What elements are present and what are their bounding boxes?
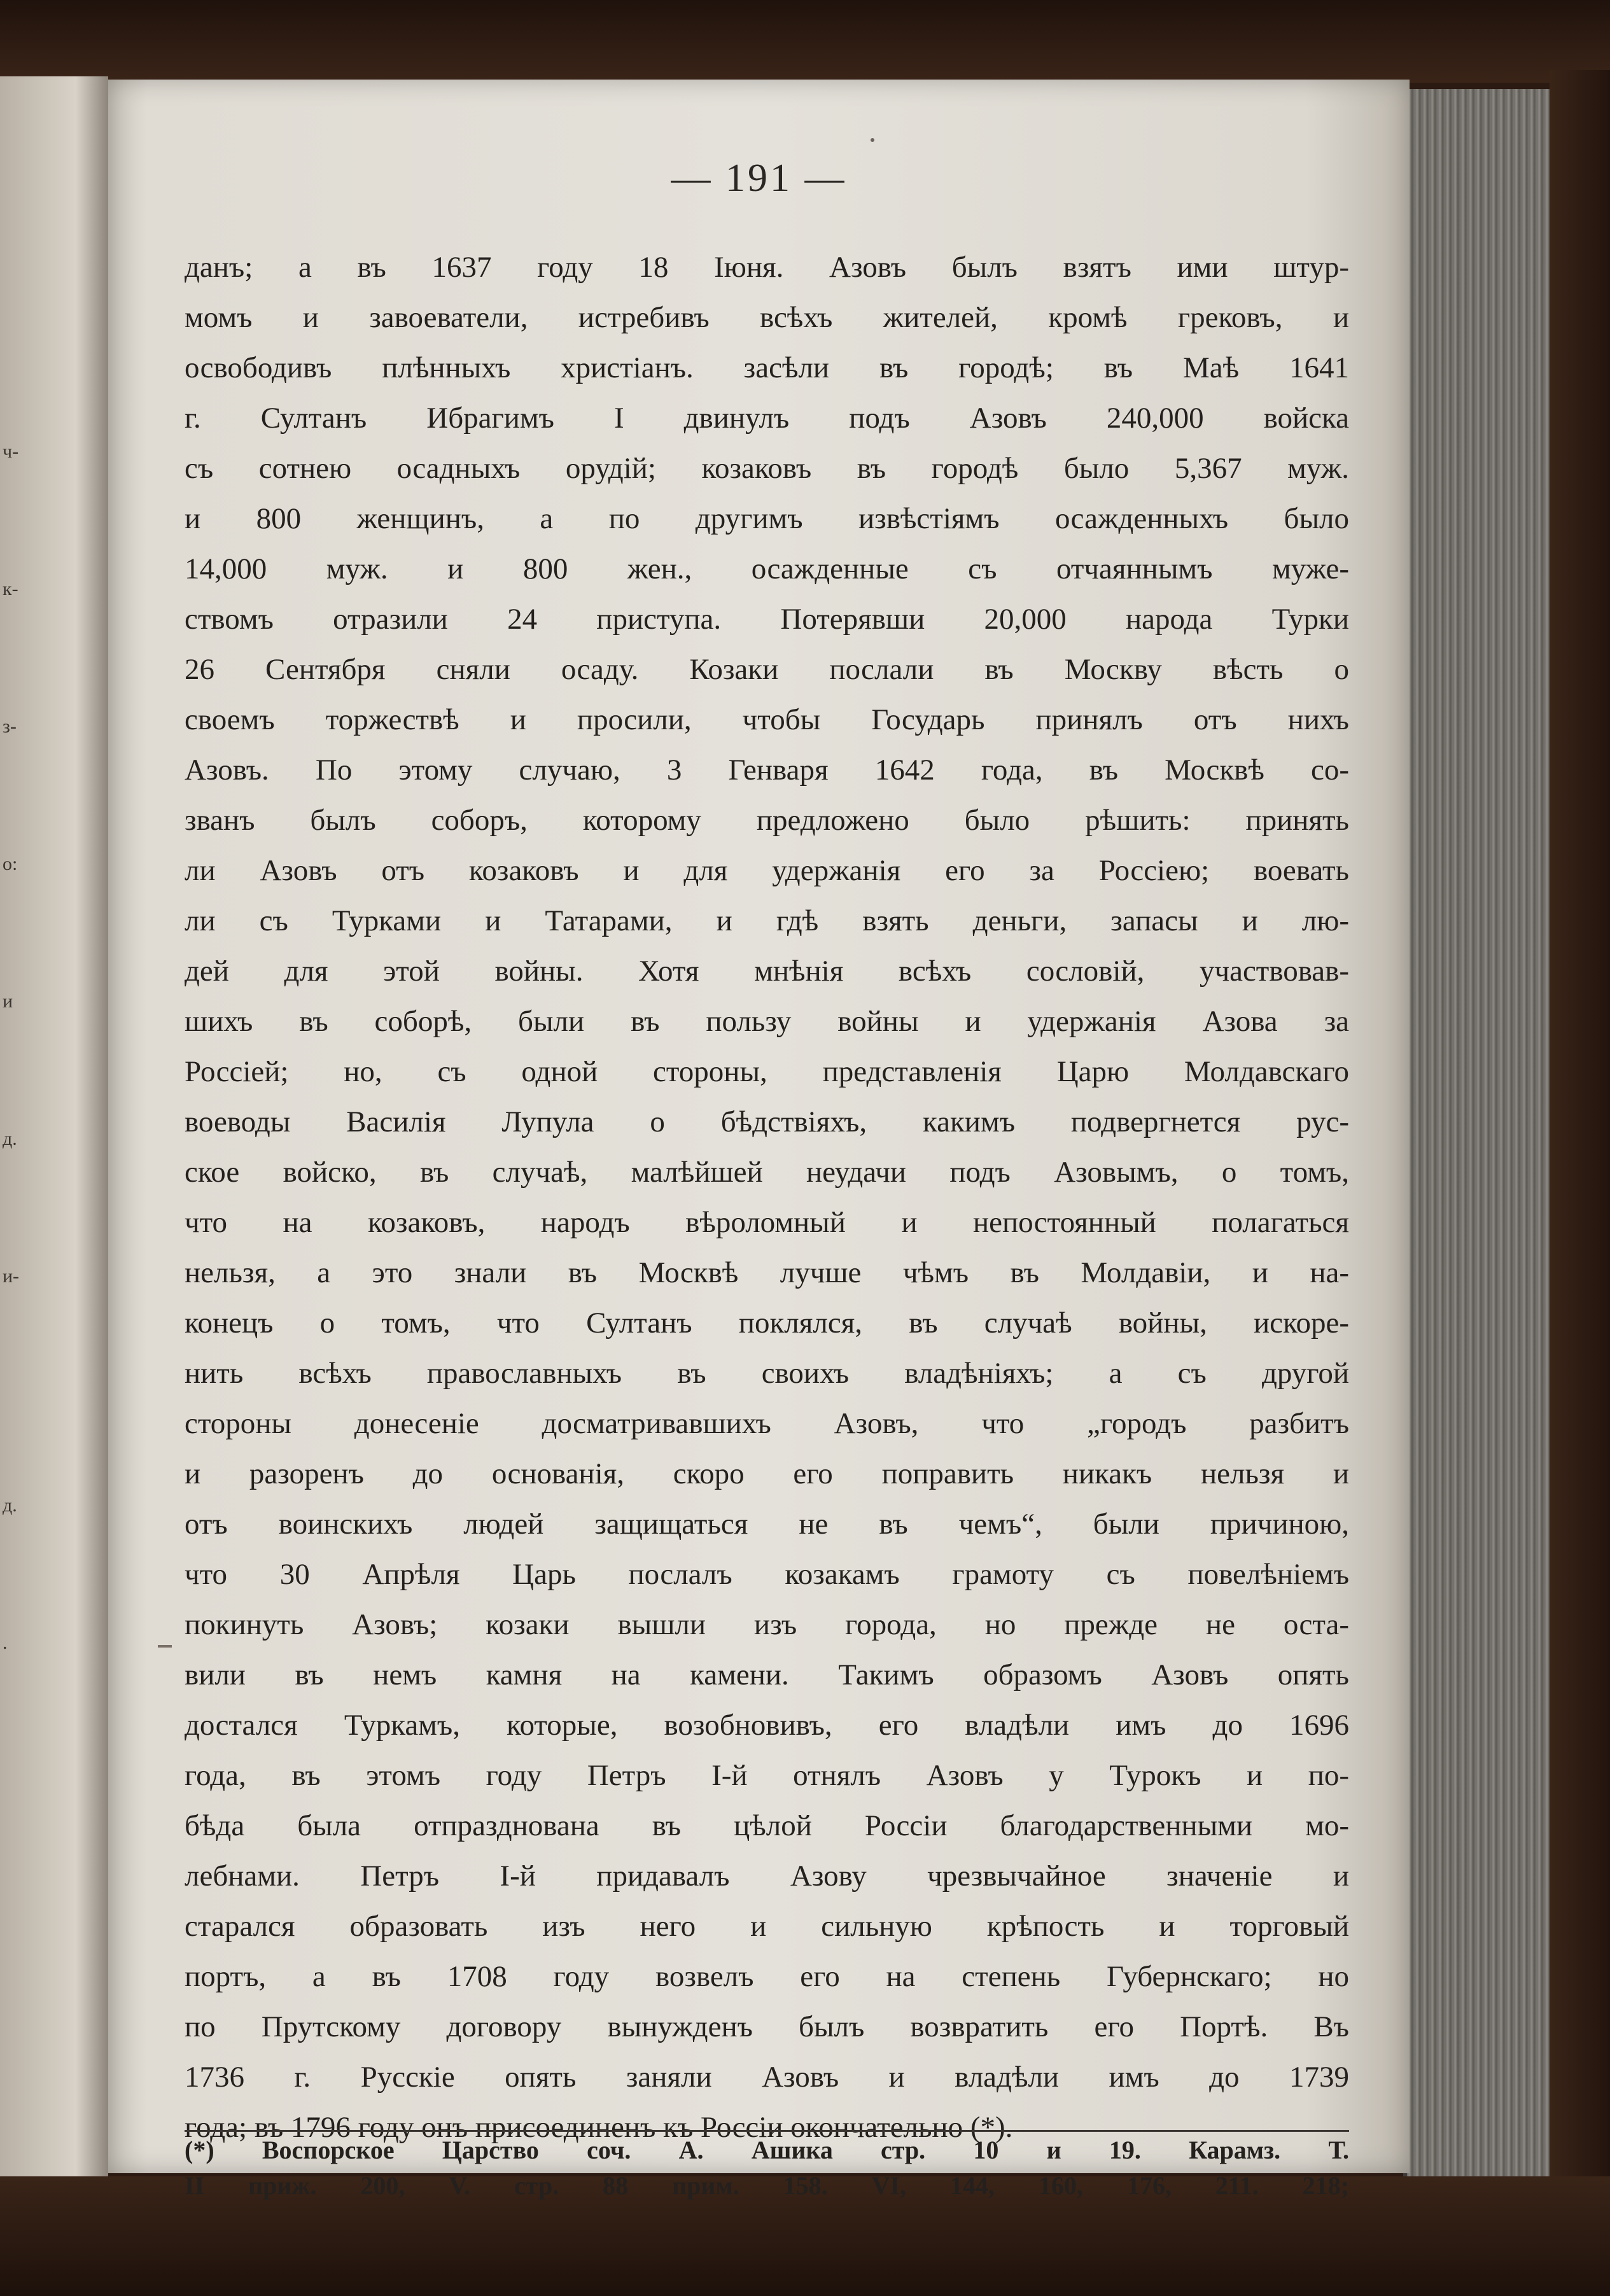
text-line: ли съ Турками и Татарами, и гдѣ взять деньги, запасы и лю- — [185, 904, 1349, 937]
text-line: момъ и завоеватели, истребивъ всѣхъ жителей, кромѣ грековъ, и — [185, 301, 1349, 334]
left-fragment: . — [3, 1632, 8, 1653]
text-line: бѣда была отпразднована въ цѣлой Россіи благодарственными мо- — [185, 1809, 1349, 1842]
left-fragment: з- — [3, 716, 17, 737]
left-fragment: д. — [3, 1495, 17, 1516]
text-line: что на козаковъ, народъ вѣроломный и непостоянный полагаться — [185, 1206, 1349, 1239]
text-line: воеводы Василія Лупула о бѣдствіяхъ, какимъ подвергнется рус- — [185, 1105, 1349, 1138]
left-fragment: д. — [3, 1128, 17, 1149]
text-line: г. Султанъ Ибрагимъ I двинулъ подъ Азовъ 240,000 войска — [185, 402, 1349, 435]
left-page-fragments — [3, 337, 22, 1758]
text-line: своемъ торжествѣ и просили, чтобы Государь принялъ отъ нихъ — [185, 703, 1349, 736]
footnote-rule — [185, 2130, 1349, 2132]
text-line: Азовъ. По этому случаю, 3 Генваря 1642 года, въ Москвѣ со- — [185, 753, 1349, 787]
text-line: стороны донесеніе досматривавшихъ Азовъ, что „городъ разбитъ — [185, 1407, 1349, 1440]
text-line: освободивъ плѣнныхъ христіанъ. засѣли въ городѣ; въ Маѣ 1641 — [185, 351, 1349, 384]
text-line: лебнами. Петръ I-й придавалъ Азову чрезвычайное значеніе и — [185, 1859, 1349, 1893]
text-line: года, въ этомъ году Петръ I-й отнялъ Азовъ у Турокъ и по- — [185, 1759, 1349, 1792]
text-line: данъ; а въ 1637 году 18 Іюня. Азовъ былъ взятъ ими штур- — [185, 251, 1349, 284]
book-fore-edge — [1403, 89, 1553, 2176]
text-line: шихъ въ соборѣ, были въ пользу войны и удержанія Азова за — [185, 1005, 1349, 1038]
text-line: званъ былъ соборъ, которому предложено было рѣшить: принять — [185, 804, 1349, 837]
text-line: и 800 женщинъ, а по другимъ извѣстіямъ осажденныхъ было — [185, 502, 1349, 535]
text-line: конецъ о томъ, что Султанъ поклялся, въ случаѣ войны, искоре- — [185, 1306, 1349, 1340]
text-line: по Прутскому договору вынужденъ былъ возвратить его Портѣ. Въ — [185, 2010, 1349, 2043]
left-page-edge — [0, 76, 108, 2176]
text-line: года; въ 1796 году онъ присоединенъ къ Россіи окончательно (*). — [185, 2111, 1013, 2144]
ink-dot — [871, 138, 874, 142]
text-line: 14,000 муж. и 800 жен., осажденные съ отчаяннымъ муже- — [185, 552, 1349, 585]
book-page — [108, 80, 1410, 2200]
text-line: старался образовать изъ него и сильную крѣпость и торговый — [185, 1910, 1349, 1943]
page-number: — 191 — — [671, 157, 847, 200]
text-line: Россіей; но, съ одной стороны, представленія Царю Молдавскаго — [185, 1055, 1349, 1088]
footnote-line: II приж. 200, V. стр. 88 прим. 158. VI, 144, 160, 176, 211. 218; — [185, 2171, 1349, 2200]
text-line: ствомъ отразили 24 приступа. Потерявши 20,000 народа Турки — [185, 603, 1349, 636]
text-line: достался Туркамъ, которые, возобновивъ, его владѣли имъ до 1696 — [185, 1709, 1349, 1742]
text-line: 1736 г. Русскіе опять заняли Азовъ и владѣли имъ до 1739 — [185, 2061, 1349, 2094]
text-line: нить всѣхъ православныхъ въ своихъ владѣніяхъ; а съ другой — [185, 1357, 1349, 1390]
footnotes — [185, 2132, 1349, 2204]
text-line: и разоренъ до основанія, скоро его поправить никакъ нельзя и — [185, 1457, 1349, 1490]
text-line: ли Азовъ отъ козаковъ и для удержанія его за Россіею; воевать — [185, 854, 1349, 887]
body-text — [185, 242, 1349, 2153]
binding-top — [0, 0, 1610, 83]
left-fragment: и — [3, 991, 13, 1012]
margin-mark — [158, 1645, 172, 1648]
left-fragment: о: — [3, 853, 18, 874]
text-line: отъ воинскихъ людей защищаться не въ чемъ“, были причиною, — [185, 1508, 1349, 1541]
text-line: 26 Сентября сняли осаду. Козаки послали въ Москву вѣсть о — [185, 653, 1349, 686]
left-fragment: к- — [3, 578, 18, 599]
text-line: дей для этой войны. Хотя мнѣнія всѣхъ сословій, участвовав- — [185, 955, 1349, 988]
book-cover-edge — [1550, 70, 1610, 2189]
text-line: что 30 Апрѣля Царь послалъ козакамъ грамоту съ повелѣніемъ — [185, 1558, 1349, 1591]
text-line: покинуть Азовъ; козаки вышли изъ города, но прежде не оста- — [185, 1608, 1349, 1641]
text-line: ское войско, въ случаѣ, малѣйшей неудачи подъ Азовымъ, о томъ, — [185, 1156, 1349, 1189]
text-line: съ сотнею осадныхъ орудій; козаковъ въ городѣ было 5,367 муж. — [185, 452, 1349, 485]
text-line: вили въ немъ камня на камени. Такимъ образомъ Азовъ опять — [185, 1658, 1349, 1691]
left-fragment: ч- — [3, 441, 19, 462]
text-line: нельзя, а это знали въ Москвѣ лучше чѣмъ въ Молдавіи, и на- — [185, 1256, 1349, 1289]
left-fragment: и- — [3, 1266, 20, 1287]
footnote-line: (*) Воспорское Царство соч. А. Ашика стр. 10 и 19. Карамз. Т. — [185, 2136, 1349, 2164]
text-line: портъ, а въ 1708 году возвелъ его на степень Губернскаго; но — [185, 1960, 1349, 1993]
